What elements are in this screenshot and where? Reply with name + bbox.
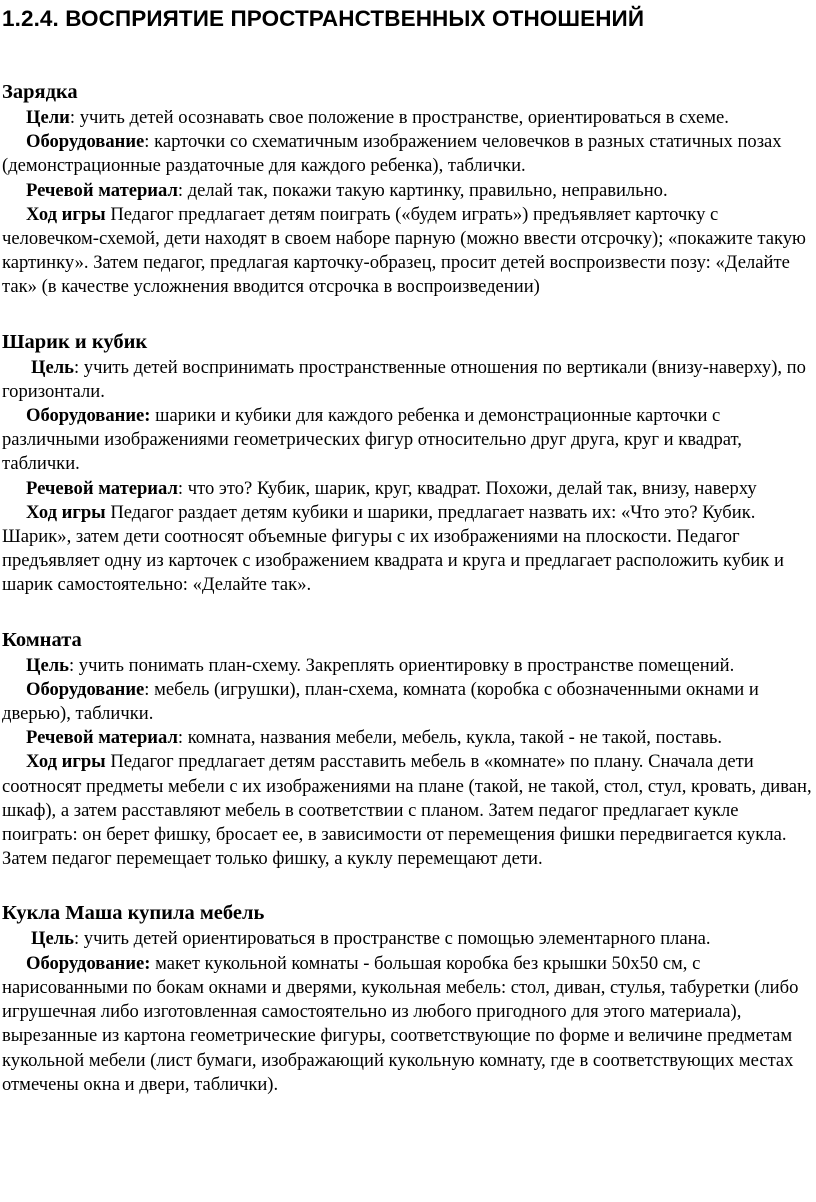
paragraph-text: : что это? Кубик, шарик, круг, квадрат. Похожи, делай так, внизу, наверху — [177, 477, 757, 499]
paragraph-speech-material — [2, 477, 816, 501]
section-heading: Комната — [2, 628, 82, 651]
paragraph-label: Речевой материал — [26, 477, 178, 499]
paragraph-label: Ход игры — [26, 203, 106, 225]
paragraph-equipment — [2, 130, 816, 178]
paragraph-label: Цель — [31, 356, 74, 378]
section-heading: Шарик и кубик — [2, 330, 148, 353]
paragraph-game-course — [2, 750, 816, 871]
paragraph-label: Оборудование — [26, 131, 145, 153]
paragraph-label: Ход игры — [26, 501, 106, 523]
paragraph-goal — [2, 927, 816, 951]
section-komnata — [2, 628, 816, 872]
paragraph-label: Цели — [26, 107, 70, 128]
paragraph-label: Оборудование: — [26, 405, 151, 427]
paragraph-text: : комната, названия мебели, мебель, кукла, такой - не такой, поставь. — [177, 727, 723, 749]
paragraph-goal — [2, 654, 816, 678]
paragraph-label: Цель — [31, 928, 74, 950]
paragraph-text: : учить детей ориентироваться в пространстве с помощью элементарного плана. — [73, 928, 711, 950]
paragraph-text: : учить детей воспринимать пространственные отношения по вертикали (внизу-наверху), по горизонтали. — [2, 356, 806, 402]
section-zaryadka — [2, 80, 816, 300]
paragraph-text: Педагог предлагает детям расставить мебель в «комнате» по плану. Сначала дети соотносят предметы мебели с их изображениями на плане (такой, не такой, стол, стул, кровать, диван, шкаф), а затем расставляют мебель в соответствии с планом. Затем педагог предлагает кукле поиграть: он берет фишку, бросает ее, в зависимости от перемещения фишки передвигается кукла. Затем педагог перемещает только фишку, а куклу перемещают дети. — [2, 751, 812, 870]
section-heading: Кукла Маша купила мебель — [2, 902, 265, 925]
paragraph-label: Цель — [26, 654, 69, 676]
paragraph-label: Речевой материал — [26, 179, 178, 201]
paragraph-text: : учить детей осознавать свое положение в пространстве, ориентироваться в схеме. — [69, 107, 729, 128]
section-sharik-i-kubik — [2, 330, 816, 598]
paragraph-label: Речевой материал — [26, 727, 178, 749]
paragraph-text: : мебель (игрушки), план-схема, комната (коробка с обозначенными окнами и дверью), таблички. — [2, 678, 759, 725]
page-title: 1.2.4. ВОСПРИЯТИЕ ПРОСТРАНСТВЕННЫХ ОТНОШЕНИЙ — [2, 6, 645, 31]
paragraph-text: : учить понимать план-схему. Закреплять ориентировку в пространстве помещений. — [68, 654, 735, 676]
paragraph-equipment — [2, 678, 816, 726]
paragraph-label: Оборудование — [26, 678, 145, 700]
paragraph-speech-material — [2, 179, 816, 203]
paragraph-label: Ход игры — [26, 751, 106, 773]
paragraph-goals — [2, 106, 816, 130]
paragraph-game-course — [2, 203, 816, 300]
paragraph-equipment — [2, 404, 816, 477]
paragraph-text: Педагог предлагает детям поиграть («будем играть») предъявляет карточку с человечком-схемой, дети находят в своем наборе парную (можно ввести отсрочку); «покажите такую картинку». Затем педагог, предлагая карточку-образец, просит детей воспроизвести позу: «Делайте так» (в качестве усложнения вводится отсрочка в воспроизведении) — [2, 203, 806, 298]
paragraph-goal — [2, 356, 816, 404]
paragraph-text: шарики и кубики для каждого ребенка и демонстрационные карточки с различными изображениями геометрических фигур относительно друг друга, круг и квадрат, таблички. — [2, 405, 742, 475]
paragraph-equipment — [2, 952, 816, 1097]
paragraph-text: макет кукольной комнаты - большая коробка без крышки 50x50 см, с нарисованными по бокам окнами и дверями, кукольная мебель: стол, диван, стулья, табуретки (либо игрушечная либо изготовленная самостоятельно из любого пригодного для этого материала), вырезанные из картона геометрические фигуры, соответствующие по форме и величине предметам кукольной мебели (лист бумаги, изображающий кукольную комнату, где в соответствующих местах отмечены окна и двери, таблички). — [2, 952, 799, 1095]
paragraph-game-course — [2, 501, 816, 598]
paragraph-text: Педагог раздает детям кубики и шарики, предлагает назвать их: «Что это? Кубик. Шарик», затем дети соотносят объемные фигуры с их изображениями на плоскости. Педагог предъявляет одну из карточек с изображением квадрата и круга и предлагает расположить кубик и шарик самостоятельно: «Делайте так». — [2, 501, 784, 596]
section-heading: Зарядка — [2, 81, 78, 103]
section-kukla-masha — [2, 901, 816, 1096]
paragraph-text: : карточки со схематичным изображением человечков в разных статичных позах (демонстрационные раздаточные для каждого ребенка), таблички. — [2, 131, 782, 177]
paragraph-speech-material — [2, 726, 816, 750]
paragraph-label: Оборудование: — [26, 952, 151, 974]
paragraph-text: : делай так, покажи такую картинку, правильно, неправильно. — [177, 179, 668, 201]
